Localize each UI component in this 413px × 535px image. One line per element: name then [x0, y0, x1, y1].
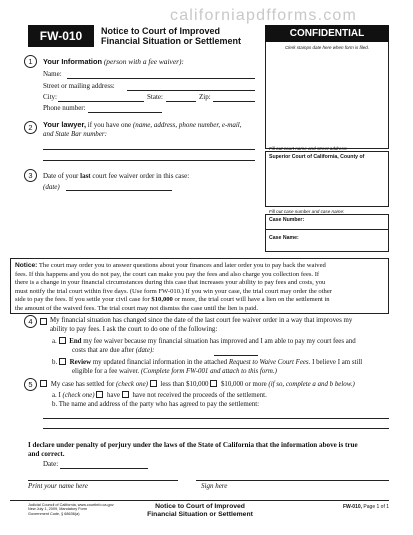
- state-label: State:: [147, 93, 163, 101]
- declaration-text: I declare under penalty of perjury under the laws of the State of California that the information above is true and correct.: [28, 441, 358, 458]
- section-5b: b. The name and address of the party who has agreed to pay the settlement:: [52, 401, 260, 408]
- street-field[interactable]: [127, 90, 255, 91]
- form-number: FW-010: [39, 29, 83, 43]
- footer-page: FW-010, Page 1 of 1: [342, 504, 389, 510]
- case-name-label: Case Name:: [269, 235, 299, 241]
- sign-here-label: Sign here: [201, 482, 228, 490]
- footer-left: Judicial Council of California, www.courtinfo.ca.gov New July 1, 2009, Mandatory Form Government Code, § 68636(a): [28, 503, 114, 516]
- case-settled-checkbox[interactable]: [40, 380, 47, 387]
- case-number-label: Case Number:: [269, 217, 305, 223]
- section-3-number: 3: [24, 169, 37, 182]
- watermark: californiapdfforms.com: [170, 7, 358, 24]
- settlement-party-field-2[interactable]: [43, 428, 389, 429]
- footer-title: Notice to Court of Improved Financial Situation or Settlement: [147, 503, 253, 518]
- clerk-stamp-note: Clerk stamps date here when form is filed.: [284, 45, 370, 50]
- name-field[interactable]: [67, 78, 255, 79]
- notice-box: Notice: The court may order you to answer questions about your finances and later order you to pay back the waived fees. If this happens and you do not pay, the court can make you pay the fees and also charge you collection fees. If there is a change in your financial circumstances during this case that increases your ability to pay fees and costs, you must notify the trial court within five days. (Use form FW-010.) If you win your case, the trial court may order the other side to pay the fees. If you settle your civil case for $10,000 or more, the trial court will have a lien on the settlement in the amount of the waived fees. The trial court may not dismiss the case until the lien is paid.: [10, 258, 389, 314]
- section-3-text: Date of your last court fee waiver order in this case:: [43, 172, 190, 180]
- name-label: Name:: [43, 70, 62, 78]
- street-label: Street or mailing address:: [43, 82, 115, 90]
- end-waiver-checkbox[interactable]: [59, 337, 66, 344]
- lawyer-field-2[interactable]: [43, 160, 255, 161]
- less-than-10000-checkbox[interactable]: [150, 380, 157, 387]
- form-title: Notice to Court of Improved Financial Situation or Settlement: [101, 26, 242, 46]
- declaration-date-field[interactable]: [60, 468, 148, 469]
- declaration-date-label: Date:: [43, 460, 59, 468]
- section-4-text: My financial situation has changed since the date of the last court fee waiver order in a way that improves my ability to pay fees. I ask the court to do one of the following:: [50, 317, 353, 333]
- zip-field[interactable]: [213, 101, 255, 102]
- 10000-or-more-checkbox[interactable]: [210, 380, 217, 387]
- section-2-number: 2: [24, 121, 37, 134]
- case-label: Fill out case number and case name:: [269, 209, 345, 214]
- section-1-number: 1: [24, 55, 37, 68]
- phone-field[interactable]: [88, 112, 162, 113]
- settlement-party-field-1[interactable]: [43, 418, 389, 419]
- clerk-stamp-box: [265, 25, 389, 149]
- have-not-checkbox[interactable]: [122, 391, 129, 398]
- print-name-field[interactable]: [28, 480, 178, 481]
- section-4b: b. Review my updated financial information in the attached Request to Waive Court Fees. I believe I am still eligible for a fee waiver. (Complete form FW-001 and attach to this form.): [52, 359, 363, 375]
- last-order-date-field[interactable]: [66, 190, 172, 191]
- review-checkbox[interactable]: [59, 358, 66, 365]
- section-1-title: Your Information (person with a fee waiver):: [43, 57, 184, 66]
- section-4a: a. End my fee waiver because my financial situation has improved and I am able to pay my court fees and costs that are due after (date):: [52, 338, 356, 354]
- court-name: Superior Court of California, County of: [269, 154, 365, 160]
- section-3-date-label: (date): [43, 183, 60, 191]
- section-4-checkbox[interactable]: [40, 318, 49, 326]
- form-number-badge: [28, 25, 94, 47]
- lawyer-field-1[interactable]: [43, 149, 255, 150]
- section-5-line: My case has settled for (check one) less than $10,000 $10,000 or more (if so, complete a and b below.): [40, 380, 355, 388]
- zip-label: Zip:: [199, 93, 211, 101]
- print-name-label: Print your name here: [28, 482, 88, 490]
- section-2-text: Your lawyer, if you have one (name, address, phone number, e-mail, and State Bar number:: [43, 120, 242, 138]
- section-4-number: 4: [24, 315, 37, 328]
- state-field[interactable]: [166, 101, 196, 102]
- have-checkbox[interactable]: [96, 391, 103, 398]
- city-field[interactable]: [58, 101, 144, 102]
- section-5-number: 5: [24, 378, 37, 391]
- section-5a: a. I (check one) have have not received the proceeds of the settlement.: [52, 392, 267, 399]
- fee-due-date-field[interactable]: [214, 355, 258, 356]
- footer-rule: [10, 500, 389, 501]
- city-label: City:: [43, 93, 58, 101]
- signature-field[interactable]: [196, 480, 389, 481]
- confidential-banner: CONFIDENTIAL: [265, 25, 389, 42]
- court-address-label: Fill out court name and street address:: [269, 146, 348, 151]
- phone-label: Phone number:: [43, 104, 86, 112]
